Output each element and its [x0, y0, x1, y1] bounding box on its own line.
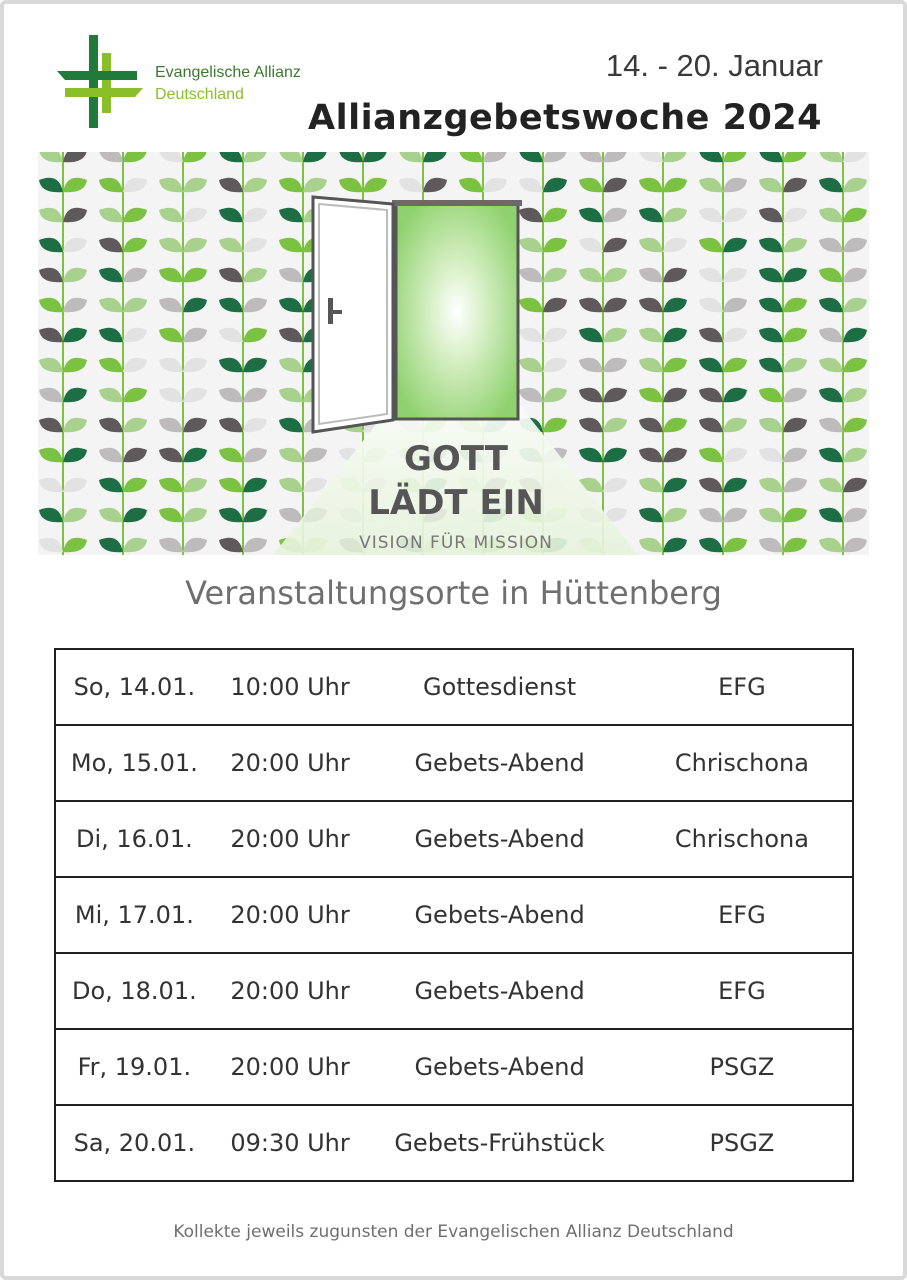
cell-place: PSGZ: [632, 1029, 853, 1105]
cell-day: Mo, 15.01.: [55, 725, 213, 801]
cell-day: Mi, 17.01.: [55, 877, 213, 953]
cell-place: EFG: [632, 649, 853, 725]
cell-event: Gebets-Frühstück: [367, 1105, 631, 1181]
cell-event: Gebets-Abend: [367, 877, 631, 953]
cell-day: Sa, 20.01.: [55, 1105, 213, 1181]
cell-place: Chrischona: [632, 725, 853, 801]
evangelische-allianz-logo: [55, 33, 145, 128]
cell-day: Fr, 19.01.: [55, 1029, 213, 1105]
page-title: Allianzgebetswoche 2024: [308, 98, 823, 138]
schedule-row: [55, 877, 853, 953]
banner-headline-line1: GOTT: [404, 439, 508, 479]
event-dates: 14. - 20. Januar: [605, 48, 823, 83]
cell-time: 20:00 Uhr: [213, 953, 368, 1029]
cell-time: 20:00 Uhr: [213, 1029, 368, 1105]
cell-day: Di, 16.01.: [55, 801, 213, 877]
schedule-table: [54, 648, 854, 1182]
banner-headline-line2: LÄDT EIN: [368, 483, 544, 523]
cell-place: EFG: [632, 953, 853, 1029]
schedule-row: [55, 1105, 853, 1181]
banner-illustration: [38, 152, 869, 555]
section-subtitle: Veranstaltungsorte in Hüttenberg: [185, 574, 722, 612]
schedule-row: [55, 725, 853, 801]
cell-event: Gottesdienst: [367, 649, 631, 725]
schedule-row: [55, 1029, 853, 1105]
cell-event: Gebets-Abend: [367, 725, 631, 801]
org-name: [155, 62, 301, 106]
org-name-line1: Evangelische Allianz: [155, 64, 301, 81]
cell-time: 10:00 Uhr: [213, 649, 368, 725]
cell-event: Gebets-Abend: [367, 801, 631, 877]
org-name-line2: Deutschland: [155, 86, 244, 103]
cell-place: PSGZ: [632, 1105, 853, 1181]
cell-place: Chrischona: [632, 801, 853, 877]
cell-time: 20:00 Uhr: [213, 877, 368, 953]
cell-time: 20:00 Uhr: [213, 801, 368, 877]
cell-event: Gebets-Abend: [367, 953, 631, 1029]
cell-day: So, 14.01.: [55, 649, 213, 725]
schedule-row: [55, 953, 853, 1029]
cell-time: 09:30 Uhr: [213, 1105, 368, 1181]
schedule-row: [55, 801, 853, 877]
cell-day: Do, 18.01.: [55, 953, 213, 1029]
cell-event: Gebets-Abend: [367, 1029, 631, 1105]
schedule-row: [55, 649, 853, 725]
cell-time: 20:00 Uhr: [213, 725, 368, 801]
footer-note: Kollekte jeweils zugunsten der Evangelischen Allianz Deutschland: [173, 1222, 734, 1242]
banner-tagline: VISION FÜR MISSION: [359, 533, 553, 553]
cell-place: EFG: [632, 877, 853, 953]
